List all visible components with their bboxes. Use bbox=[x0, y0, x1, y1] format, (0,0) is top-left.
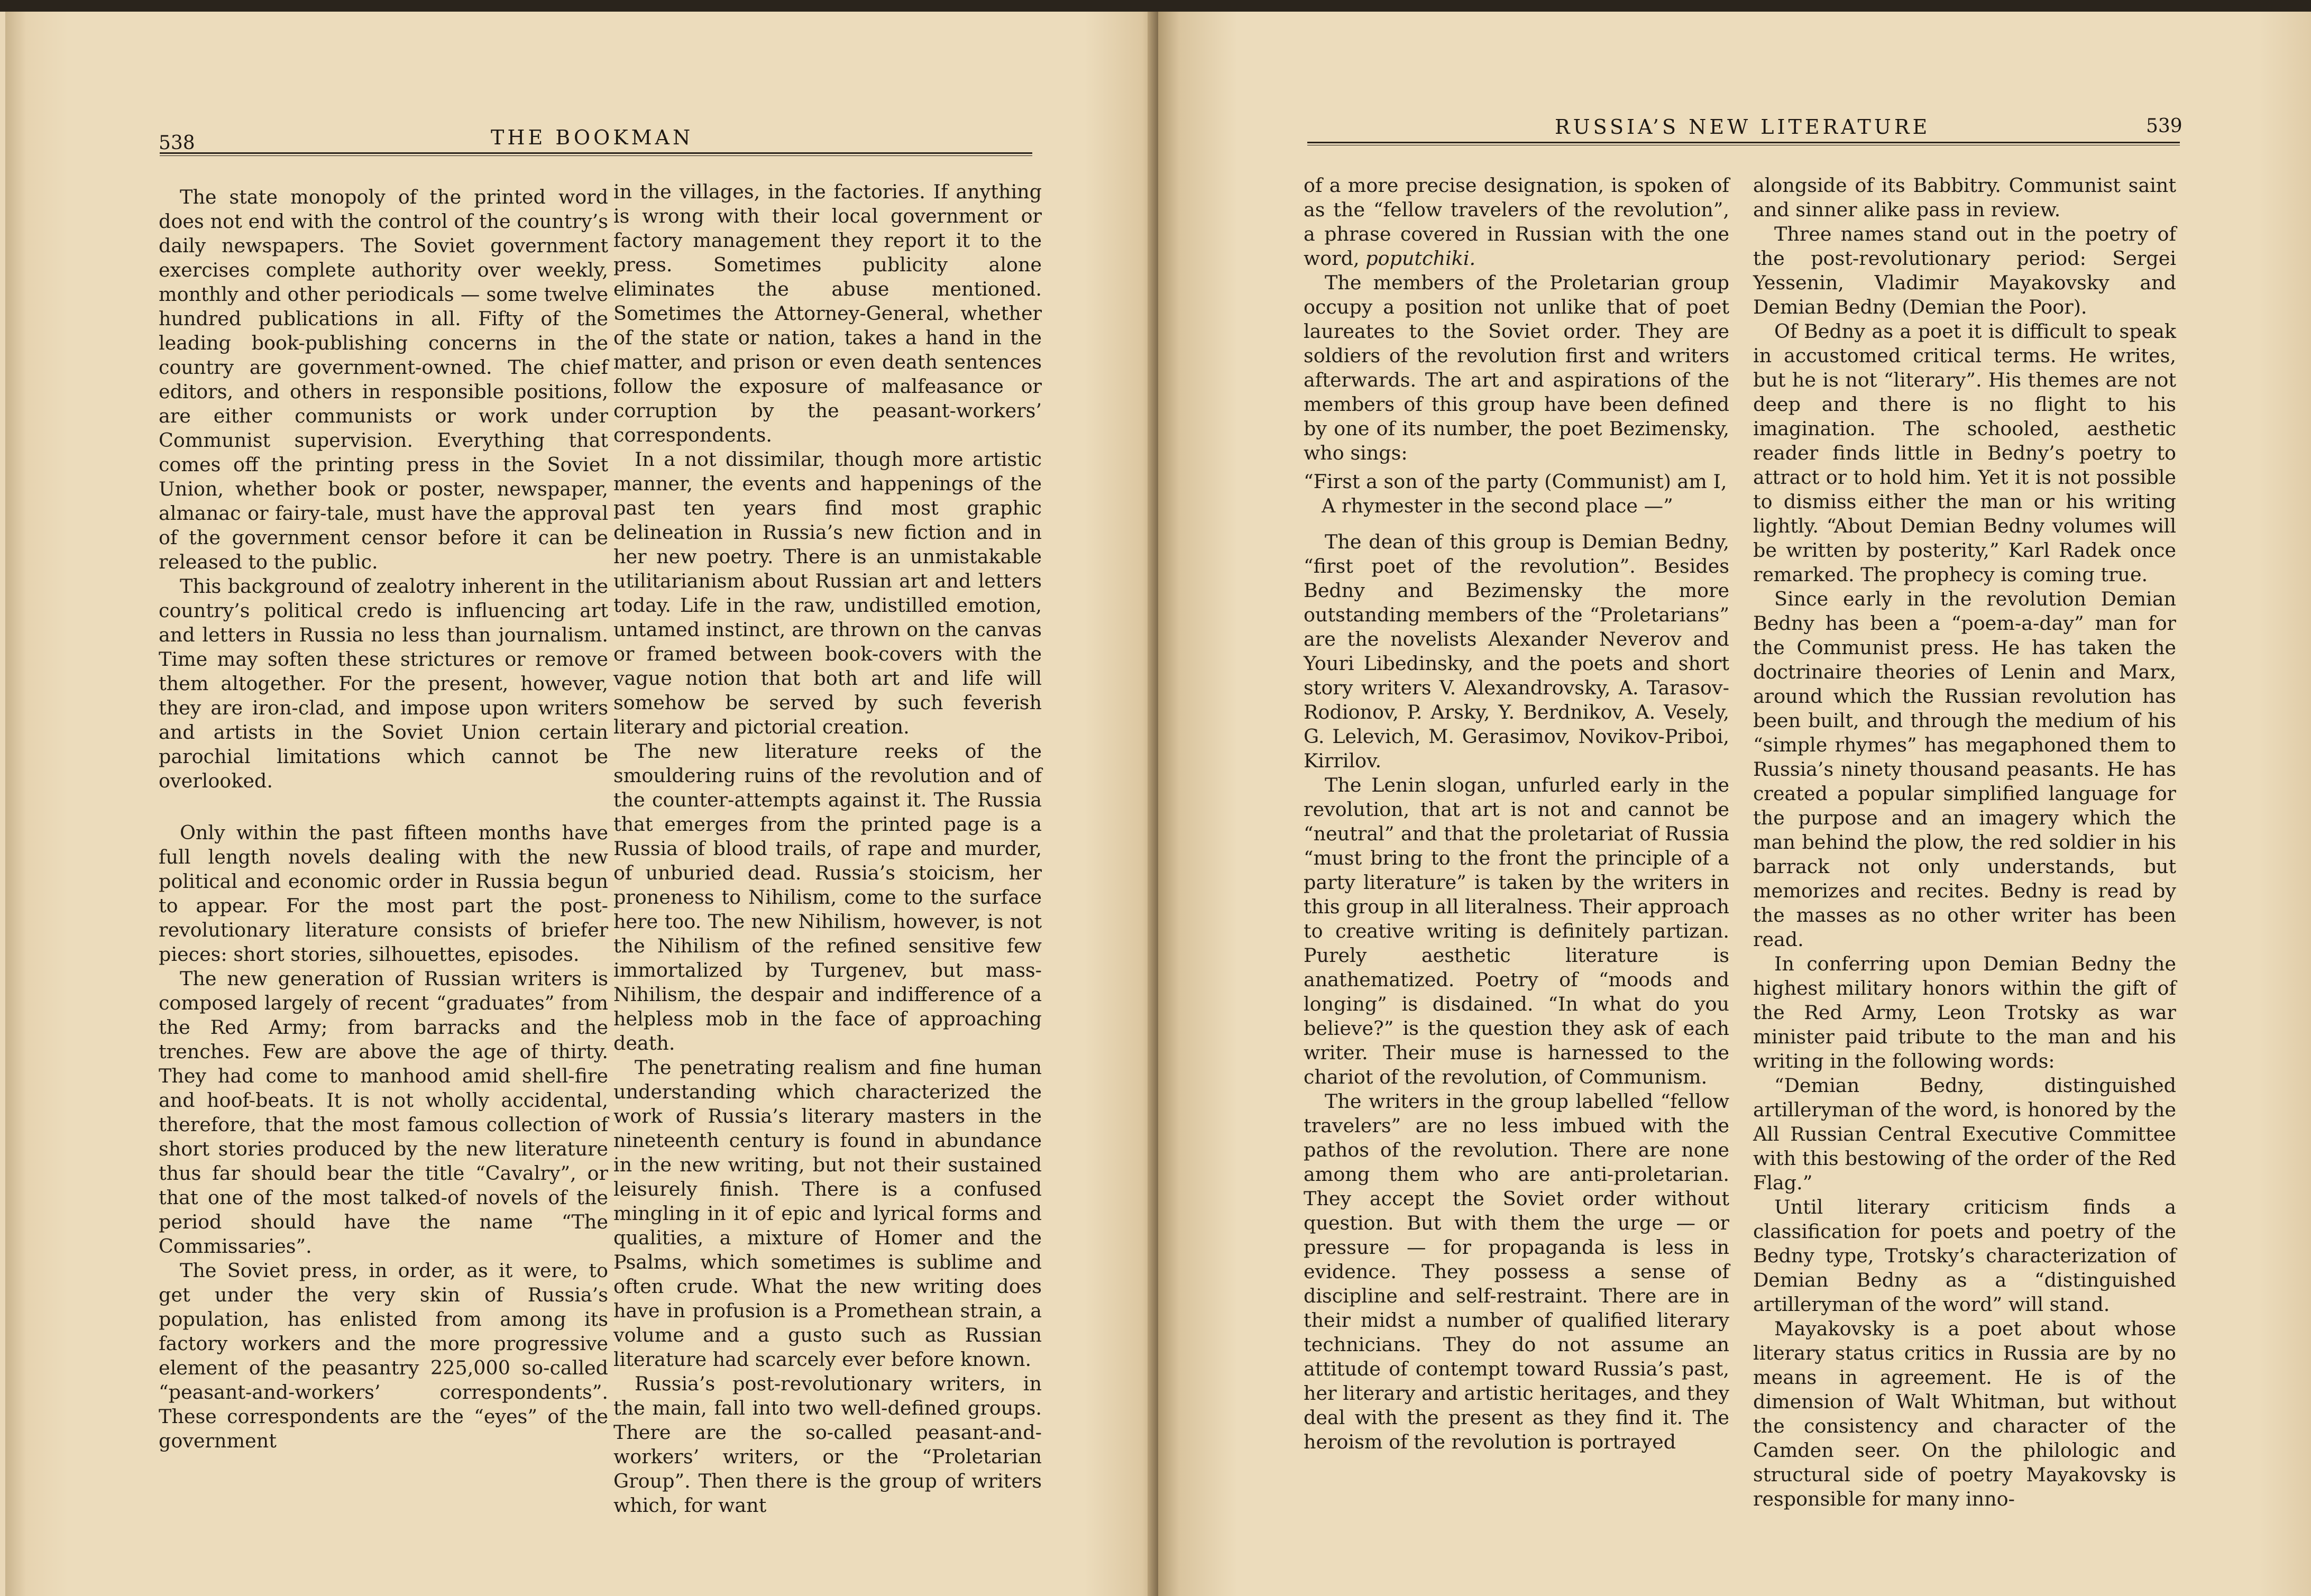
paragraph: The members of the Proletarian group occupy a position not unlike that of poet laureates to the Soviet order. They are soldiers of the revolution first and writers afterwards. The art and aspirations of the members of this group have been defined by one of its number, the poet Bezimensky, who sings: bbox=[1304, 271, 1729, 464]
book-spread bbox=[0, 12, 2311, 1596]
header-rule-right bbox=[1307, 142, 2180, 145]
paragraph: Three names stand out in the poetry of the post-revolutionary period: Sergei Yessenin, Vladimir Mayakovsky and Demian Bedny (Demian the Poor). bbox=[1753, 223, 2176, 318]
paragraph-text: of a more precise designation, is spoken of as the “fellow travelers of the revolution”, a phrase covered in Russian with the one word, bbox=[1304, 174, 1729, 270]
header-rule-left bbox=[160, 152, 1032, 156]
paragraph: alongside of its Babbitry. Communist saint and sinner alike pass in review. bbox=[1753, 174, 2176, 221]
paragraph: Since early in the revolution Demian Bedny has been a “poem-a-day” man for the Communist press. He has taken the doctrinaire theories of Lenin and Marx, around which the Russian revolution has been built, and through the medium of his “simple rhymes” has megaphoned them to Russia’s ninety thousand peasants. He has created a popular simplified language for the purpose and an imagery which the man behind the plow, the red soldier in his barrack not only understands, but memorizes and recites. Bedny is read by the masses as no other writer has been read. bbox=[1753, 588, 2176, 951]
paragraph: The dean of this group is Demian Bedny, “first poet of the revolution”. Besides Bedny and Bezimensky the more outstanding members of the “Proletarians” are the novelists Alexander Neverov and Youri Libedinsky, and the poets and short story writers V. Alexandrovsky, A. Tarasov-Rodionov, P. Arsky, Y. Berdnikov, A. Vesely, G. Lelevich, M. Gerasimov, Novikov-Priboi, Kirrilov. bbox=[1304, 530, 1729, 772]
running-head-left: THE BOOKMAN bbox=[491, 126, 694, 149]
right-page bbox=[1158, 12, 2311, 1596]
paragraph: Only within the past fifteen months have full length novels dealing with the new political and economic order in Russia begun to appear. For the most part the post-revolutionary literature consists of briefer pieces: short stories, silhouettes, episodes. bbox=[159, 821, 608, 966]
page-number-left: 538 bbox=[159, 132, 195, 154]
paragraph: The new generation of Russian writers is composed largely of recent “graduates” from the Red Army; from barracks and the trenches. Few are above the age of thirty. They had come to manhood amid shell-fire and hoof-beats. It is not wholly accidental, therefore, that the most famous collection of short stories produced by the new literature thus far should bear the title “Cavalry”, or that one of the most talked-of novels of the period should have the name “The Commissaries”. bbox=[159, 967, 608, 1258]
paragraph: Russia’s post-revolutionary writers, in the main, fall into two well-defined groups. There are the so-called peasant-and-workers’ writers, or the “Proletarian Group”. Then there is the group of writers which, for want bbox=[613, 1372, 1042, 1517]
paragraph bbox=[1304, 173, 1729, 271]
paragraph: In a not dissimilar, though more artistic manner, the events and happenings of the past ten years find most graphic delineation in Russia’s new fiction and in her new poetry. There is an unmistakable utilitarianism about Russian art and letters today. Life in the raw, undistilled emotion, untamed instinct, are thrown on the canvas or framed between book-covers with the vague notion that both art and life will somehow be served by such feverish literary and pictorial creation. bbox=[613, 448, 1042, 738]
paragraph: Mayakovsky is a poet about whose literary status critics in Russia are by no means in agreement. He is of the dimension of Walt Whitman, but without the consistency and character of the Camden seer. On the philologic and structural side of poetry Mayakovsky is responsible for many inno- bbox=[1753, 1317, 2176, 1510]
paragraph: In conferring upon Demian Bedny the highest military honors within the gift of the Red Army, Leon Trotsky as war minister paid tribute to the man and his writing in the following words: bbox=[1753, 952, 2176, 1072]
paragraph: in the villages, in the factories. If anything is wrong with their local government or factory management they report it to the press. Sometimes publicity alone eliminates the abuse mentioned. Sometimes the Attorney-General, whether of the state or nation, takes a hand in the matter, and prison or even death sentences follow the exposure of malfeasance or corruption by the peasant-workers’ correspondents. bbox=[613, 180, 1042, 446]
paragraph: The Lenin slogan, unfurled early in the revolution, that art is not and cannot be “neutral” and that the proletariat of Russia “must bring to the front the principle of a party literature” is taken by the writers in this group in all literalness. Their approach to creative writing is definitely partizan. Purely aesthetic literature is anathematized. Poetry of “moods and longing” is disdained. “In what do you believe?” is the question they ask of each writer. Their muse is harnessed to the chariot of the revolution, of Communism. bbox=[1304, 774, 1730, 1088]
running-head-right: RUSSIA’S NEW LITERATURE bbox=[1555, 115, 1931, 139]
paragraph: The new literature reeks of the smouldering ruins of the revolution and of the counter-attempts against it. The Russia that emerges from the printed page is a Russia of blood trails, of rape and murder, of unburied dead. Russia’s stoicism, her proneness to Nihilism, come to the surface here too. The new Nihilism, however, is not the Nihilism of the refined sensitive few immortalized by Turgenev, but mass-Nihilism, the despair and indifference of a helpless mob in the face of approaching death. bbox=[613, 740, 1042, 1054]
italic-term: poputchiki. bbox=[1365, 247, 1476, 270]
right-column-2 bbox=[1753, 173, 2176, 1511]
paragraph: The writers in the group labelled “fellow travelers” are no less imbued with the pathos of the revolution. There are none among them who are anti-proletarian. They accept the Soviet order without question. But with them the urge — or pressure — for propaganda is less in evidence. They possess a sense of discipline and self-restraint. There are in their midst a number of qualified literary technicians. They do not assume an attitude of contempt toward Russia’s past, her literary and artistic heritages, and they deal with the present as they find it. The heroism of the revolution is portrayed bbox=[1304, 1090, 1729, 1453]
left-column-2 bbox=[613, 180, 1042, 1518]
paragraph: Of Bedny as a poet it is difficult to speak in accustomed critical terms. He writes, but he is not “literary”. His themes are not deep and there is no flight to his imagination. The schooled, aesthetic reader finds little in Bedny’s poetry to attract or to hold him. Yet it is not possible to dismiss either the man or his writing lightly. “About Demian Bedny volumes will be written by posterity,” Karl Radek once remarked. The prophecy is coming true. bbox=[1753, 320, 2176, 586]
page-number-right: 539 bbox=[2146, 115, 2182, 137]
left-page bbox=[5, 12, 1158, 1596]
verse-line: “First a son of the party (Communist) am I, bbox=[1304, 470, 1727, 493]
paragraph: The Soviet press, in order, as it were, to get under the very skin of Russia’s population, has enlisted from among its factory workers and the more progressive element of the peasantry 225,000 so-called “peasant-and-workers’ correspondents”. These correspondents are the “eyes” of the government bbox=[159, 1259, 608, 1452]
paragraph: The penetrating realism and fine human understanding which characterized the work of Russia’s literary masters in the nineteenth century is found in abundance in the new writing, but not their sustained leisurely finish. There is a confused mingling in it of epic and lyrical forms and qualities, a mixture of Homer and the Psalms, which sometimes is sublime and often crude. What the new writing does have in profusion is a Promethean strain, a volume and a gusto such as Russian literature had scarcely ever before known. bbox=[613, 1056, 1042, 1371]
verse-line: A rhymester in the second place —” bbox=[1322, 494, 1673, 517]
paragraph: “Demian Bedny, distinguished artilleryman of the word, is honored by the All Russian Central Executive Committee with this bestowing of the order of the Red Flag.” bbox=[1753, 1074, 2176, 1194]
paragraph: Until literary criticism finds a classification for poets and poetry of the Bedny type, Trotsky’s characterization of Demian Bedny as a “distinguished artilleryman of the word” will stand. bbox=[1753, 1196, 2176, 1316]
left-column-1 bbox=[159, 185, 608, 1453]
paragraph: The state monopoly of the printed word does not end with the control of the country’s daily newspapers. The Soviet government exercises complete authority over weekly, monthly and other periodicals — some twelve hundred publications in all. Fifty of the leading book-publishing concerns in the country are government-owned. The chief editors, and others in responsible positions, are either communists or work under Communist supervision. Everything that comes off the printing press in the Soviet Union, whether book or poster, newspaper, almanac or fairy-tale, must have the approval of the government censor before it can be released to the public. bbox=[159, 186, 608, 573]
verse-quote bbox=[1304, 470, 1729, 518]
right-column-1 bbox=[1304, 173, 1729, 1454]
paragraph: This background of zealotry inherent in the country’s political credo is influencing art and letters in Russia no less than journalism. Time may soften these strictures or remove them altogether. For the present, however, they are iron-clad, and impose upon writers and artists in the Soviet Union certain parochial limitations which cannot be overlooked. bbox=[159, 575, 608, 792]
